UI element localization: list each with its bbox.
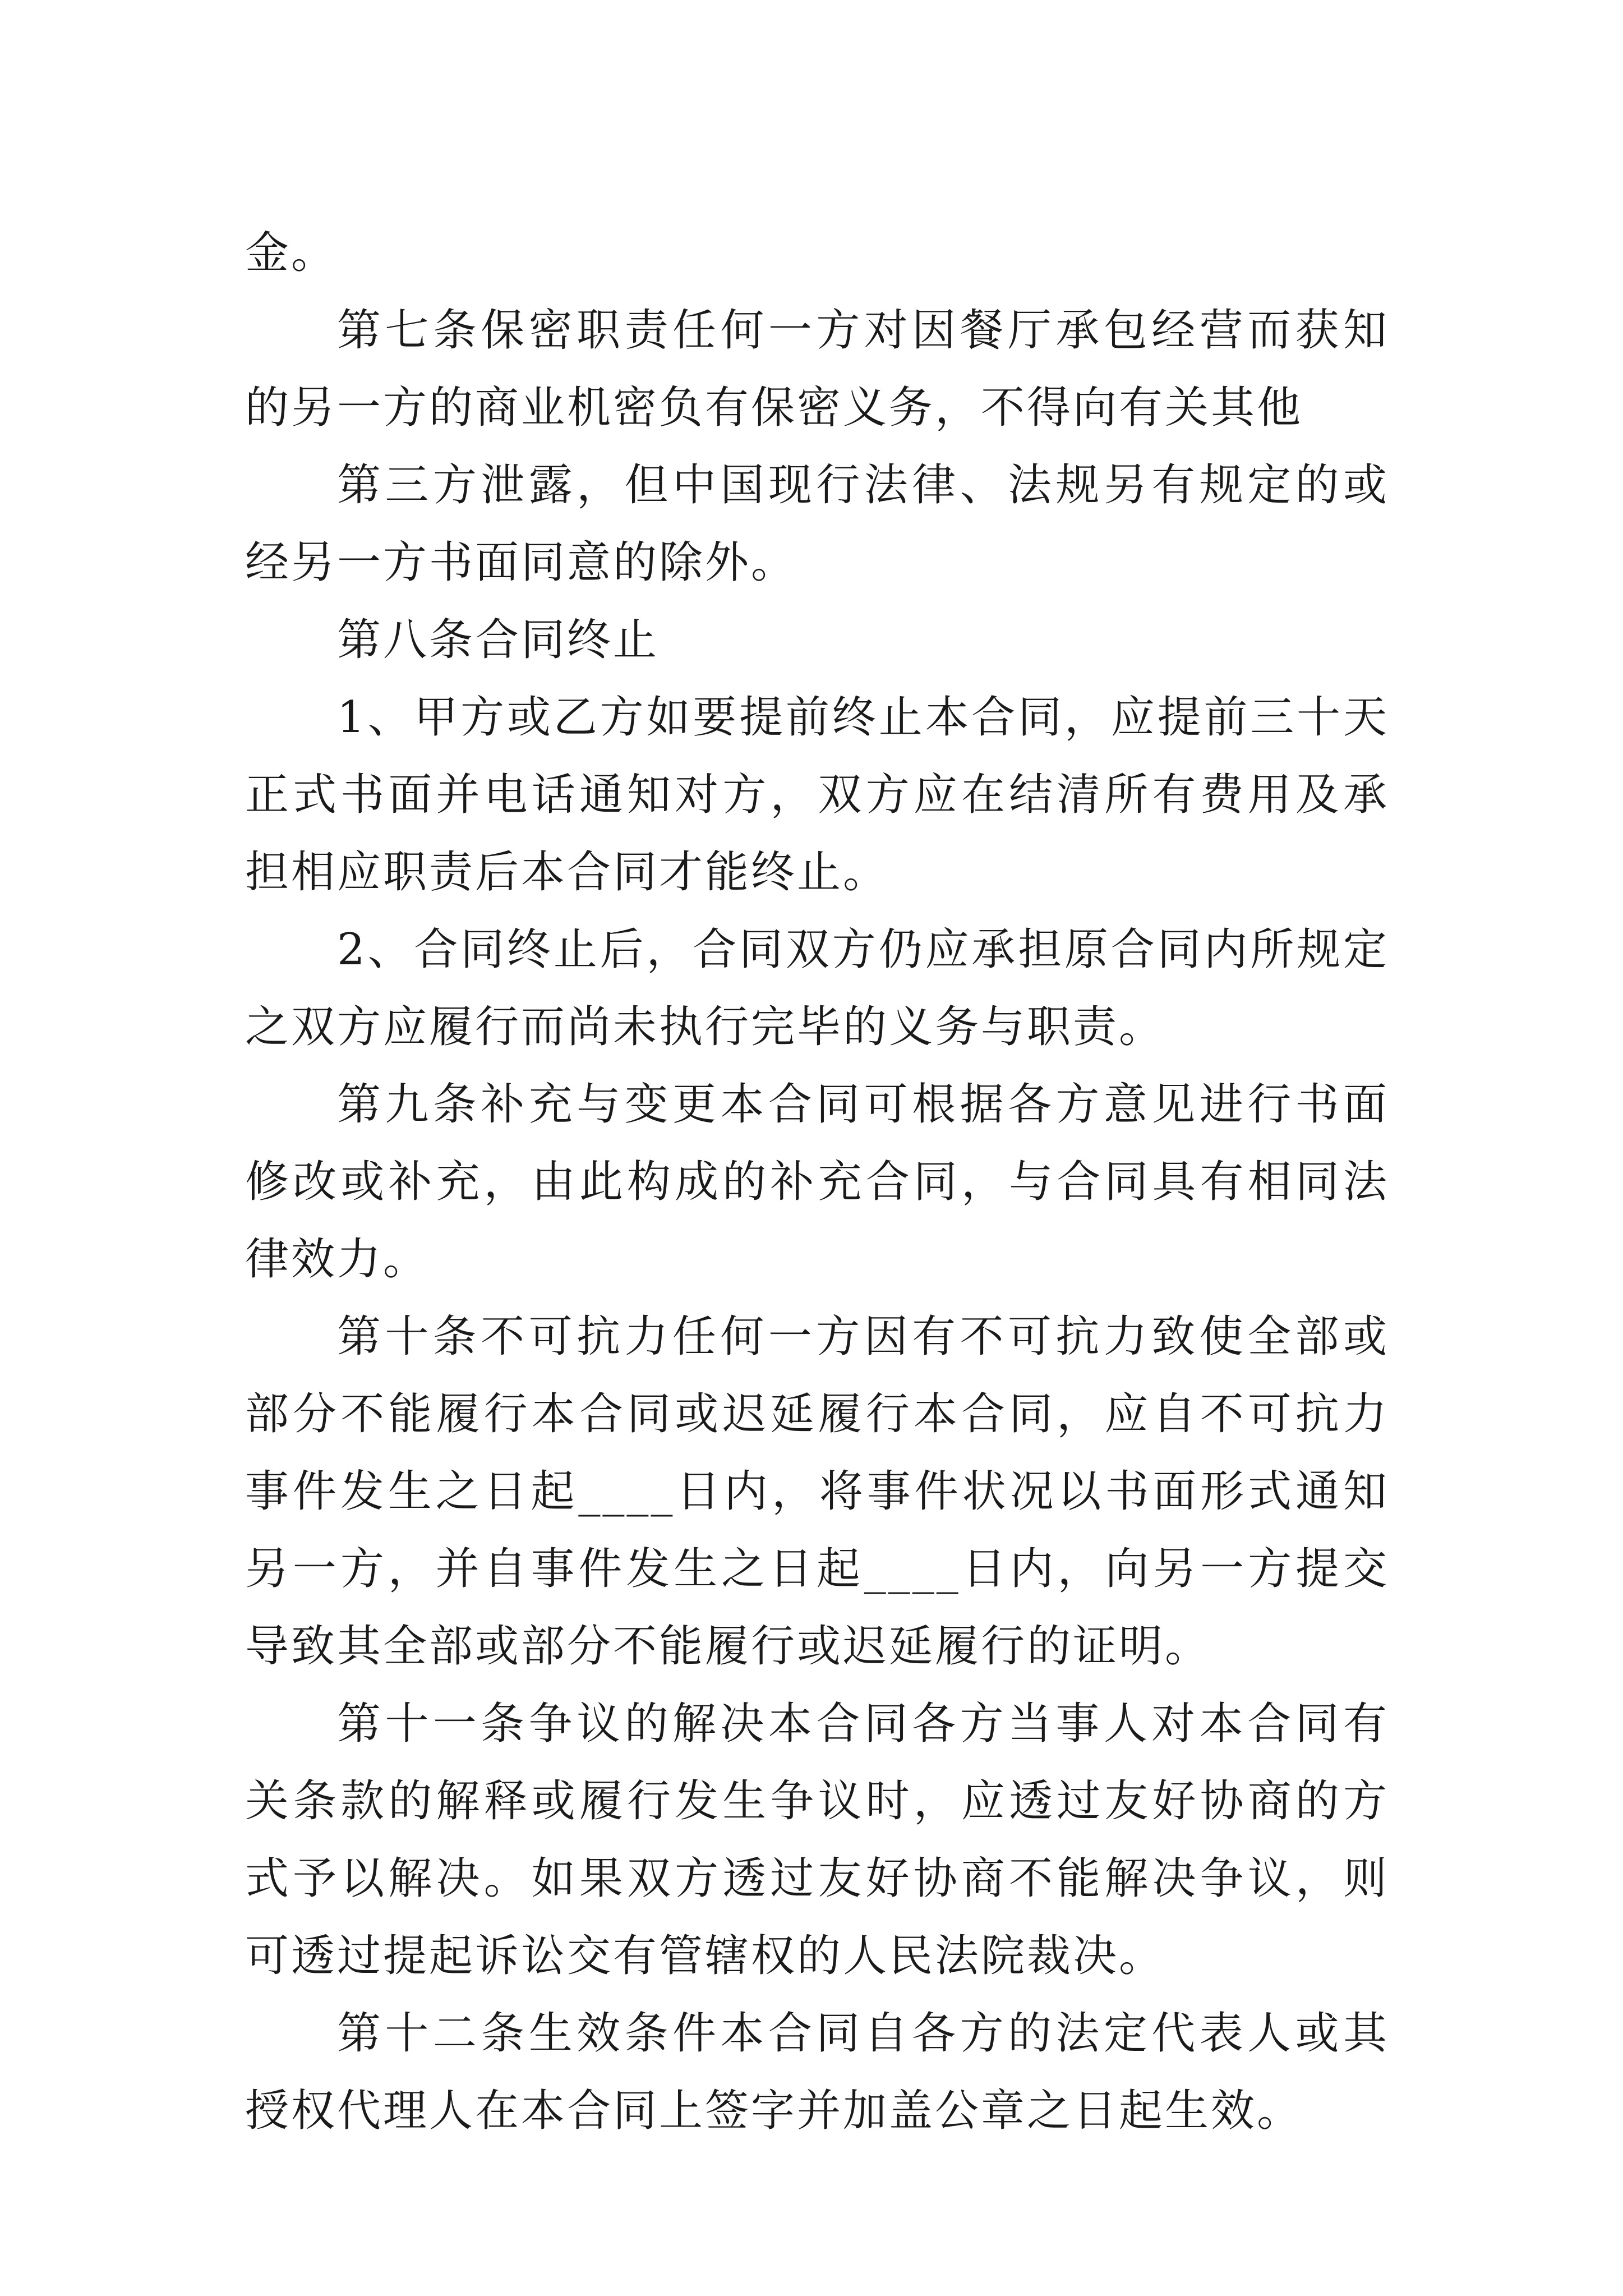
paragraph-article-11: 第十一条争议的解决本合同各方当事人对本合同有关条款的解释或履行发生争议时，应透过友好协商的方式予以解决。如果双方透过友好协商不能解决争议，则可透过提起诉讼交有管辖权的人民法院裁决。 <box>245 1699 1389 1981</box>
paragraph-article-7: 第七条保密职责任何一方对因餐厅承包经营而获知的另一方的商业机密负有保密义务，不得向有关其他 <box>245 305 1389 433</box>
paragraph-continuation: 金。 <box>245 228 338 278</box>
paragraph-article-8-item-2: 2、合同终止后，合同双方仍应承担原合同内所规定之双方应履行而尚未执行完毕的义务与职责。 <box>245 924 1389 1052</box>
paragraph-article-7-cont: 第三方泄露，但中国现行法律、法规另有规定的或经另一方书面同意的除外。 <box>245 460 1389 588</box>
paragraph-article-12: 第十二条生效条件本合同自各方的法定代表人或其授权代理人在本合同上签字并加盖公章之日起生效。 <box>245 2008 1389 2136</box>
paragraph-article-8-item-1: 1、甲方或乙方如要提前终止本合同，应提前三十天正式书面并电话通知对方，双方应在结清所有费用及承担相应职责后本合同才能终止。 <box>245 692 1389 898</box>
paragraph-article-8-heading: 第八条合同终止 <box>337 615 660 665</box>
paragraph-article-9: 第九条补充与变更本合同可根据各方意见进行书面修改或补充，由此构成的补充合同，与合同具有相同法律效力。 <box>245 1079 1389 1285</box>
paragraph-article-10: 第十条不可抗力任何一方因有不可抗力致使全部或部分不能履行本合同或迟延履行本合同，应自不可抗力事件发生之日起____日内，将事件状况以书面形式通知另一方，并自事件发生之日起____日内，向另一方提交导致其全部或部分不能履行或迟延履行的证明。 <box>245 1312 1389 1672</box>
document-body <box>245 214 1389 2150</box>
